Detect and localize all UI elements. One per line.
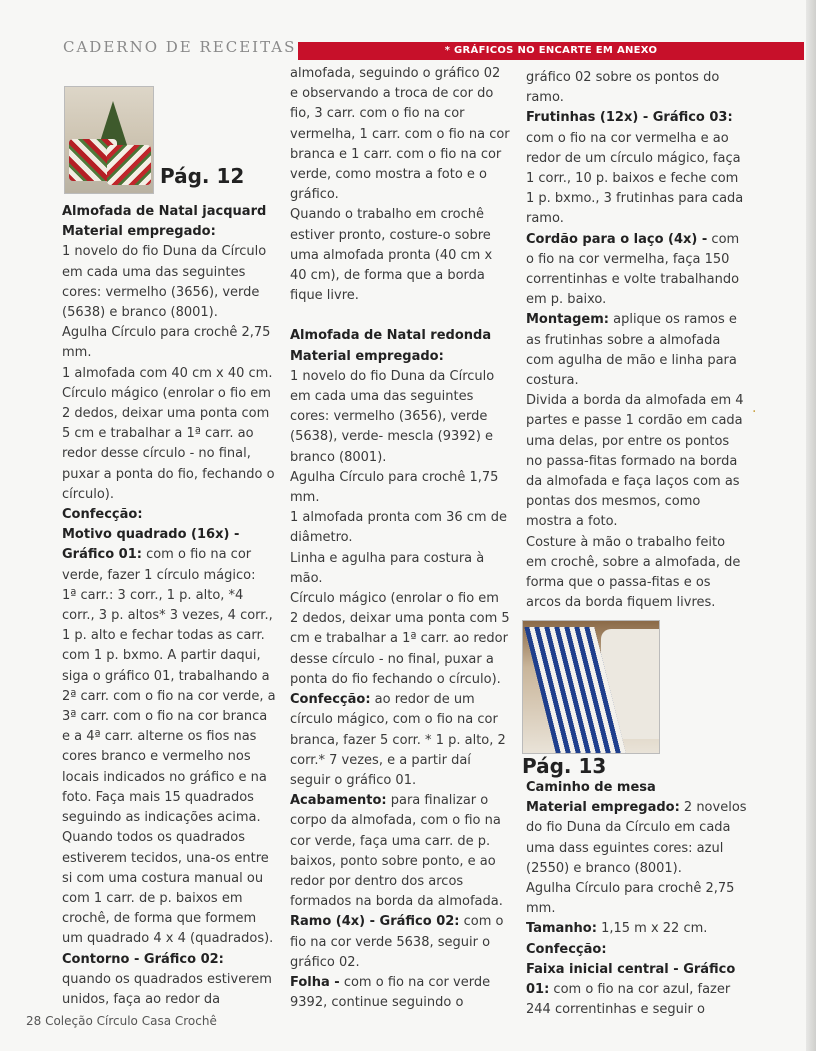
paragraph bbox=[526, 778, 748, 798]
body-text: Quando o trabalho em crochê estiver pronto, costure-o sobre uma almofada pronta (40 cm x 40 cm), de forma que a borda fique livre. bbox=[290, 207, 493, 304]
bold-heading: Material empregado: bbox=[526, 800, 680, 816]
body-text: com o fio na cor verde, fazer 1 círculo mágico: bbox=[62, 547, 256, 583]
paragraph bbox=[526, 798, 748, 879]
pillow-shape bbox=[107, 145, 151, 185]
paragraph bbox=[290, 508, 510, 548]
body-text: com o fio na cor verde 5638, seguir o gráfico 02. bbox=[290, 914, 504, 970]
page-ref-13: Pág. 13 bbox=[522, 754, 607, 778]
paragraph bbox=[62, 384, 276, 505]
page-ref-12: Pág. 12 bbox=[160, 164, 245, 188]
body-text: com o fio na cor vermelha, faça 150 correntinhas e volte trabalhando em p. baixo. bbox=[526, 231, 740, 308]
paragraph bbox=[290, 973, 510, 1013]
body-text: Círculo mágico (enrolar o fio em 2 dedos, deixar uma ponta com 5 cm e trabalhar a 1ª carr. ao redor desse círculo - no final, puxar a ponta do fio, fechando o círculo). bbox=[62, 385, 275, 502]
bold-heading: Confecção: bbox=[526, 941, 607, 957]
body-text: Costure à mão o trabalho feito em crochê, sobre a almofada, de forma que o passa-fitas e os arcos da borda fiquem livres. bbox=[526, 534, 741, 611]
bold-heading: Material empregado: bbox=[290, 348, 444, 364]
paragraph bbox=[526, 919, 748, 939]
paragraph bbox=[62, 242, 276, 323]
column-3-lower bbox=[526, 778, 748, 1020]
paragraph bbox=[290, 326, 510, 346]
photo-christmas-pillows bbox=[64, 86, 154, 194]
body-text: 1 novelo do fio Duna da Círculo em cada uma das seguintes cores: vermelho (3656), verde (5638) e branco (8001). bbox=[62, 244, 267, 321]
bold-heading: Folha - bbox=[290, 974, 340, 990]
body-text: com o fio na cor vermelha e ao redor de um círculo mágico, faça 1 corr., 10 p. baixos e feche com 1 p. bxmo., 3 frutinhas para cada ramo. bbox=[526, 130, 744, 227]
bold-heading: Material empregado: bbox=[62, 224, 216, 240]
section-title: CADERNO DE RECEITAS bbox=[63, 38, 297, 56]
body-text: 1 almofada com 40 cm x 40 cm. bbox=[62, 365, 273, 381]
body-text: 2 novelos do fio Duna da Círculo em cada uma dass eguintes cores: azul (2550) e branco (8001). bbox=[526, 800, 747, 876]
body-text: almofada, seguindo o gráfico 02 e observando a troca de cor do fio, 3 carr. com o fio na cor vermelha, 1 carr. com o fio na cor branca e 1 carr. com o fio na cor verde, como mostra a foto e o gráfico. bbox=[290, 66, 510, 203]
bold-heading: Cordão para o laço (4x) - bbox=[526, 231, 708, 247]
paragraph bbox=[290, 468, 510, 508]
paragraph bbox=[62, 950, 276, 1011]
page-edge bbox=[806, 0, 816, 1051]
body-text: Agulha Círculo para crochê 1,75 mm. bbox=[290, 469, 499, 506]
paragraph bbox=[526, 108, 748, 229]
bold-heading: Montagem: bbox=[526, 312, 609, 328]
paragraph bbox=[62, 505, 276, 525]
body-text: Linha e agulha para costura à mão. bbox=[290, 550, 485, 586]
bold-heading: Confecção: bbox=[62, 507, 143, 523]
body-text: quando os quadrados estiverem unidos, faça ao redor da bbox=[62, 971, 272, 1007]
column-3 bbox=[526, 68, 748, 613]
paragraph bbox=[526, 533, 748, 614]
bold-heading: Ramo (4x) - Gráfico 02: bbox=[290, 914, 460, 930]
bold-heading: Frutinhas (12x) - Gráfico 03: bbox=[526, 110, 733, 126]
bold-heading: Caminho de mesa bbox=[526, 780, 656, 795]
paragraph bbox=[526, 960, 748, 1021]
body-text: com o fio na cor azul, fazer 244 correntinhas e seguir o bbox=[526, 982, 731, 1018]
body-text: gráfico 02 sobre os pontos do ramo. bbox=[526, 70, 720, 106]
body-text: Divida a borda da almofada em 4 partes e passe 1 cordão em cada uma delas, por entre os pontos no passa-fitas formado na borda da almofada e faça laços com as pontas dos mesmos, como mostra a foto. bbox=[526, 393, 744, 530]
bold-heading: Contorno - Gráfico 02: bbox=[62, 951, 224, 967]
paragraph-gap bbox=[290, 306, 510, 326]
paragraph bbox=[526, 68, 748, 108]
paragraph bbox=[62, 364, 276, 384]
stray-mark: · bbox=[752, 404, 757, 420]
paragraph bbox=[62, 323, 276, 363]
paragraph bbox=[526, 310, 748, 391]
paragraph bbox=[290, 791, 510, 912]
body-text: ao redor de um círculo mágico, com o fio na cor branca, fazer 5 corr. * 1 p. alto, 2 corr.* 7 vezes, e a partir daí seguir o gráfico 01. bbox=[290, 692, 506, 788]
paragraph bbox=[526, 230, 748, 311]
bold-heading: Almofada de Natal jacquard bbox=[62, 204, 267, 219]
body-text: Agulha Círculo para crochê 2,75 mm. bbox=[62, 325, 271, 361]
body-text: Agulha Círculo para crochê 2,75 mm. bbox=[526, 881, 735, 917]
page-footer: 28 Coleção Círculo Casa Crochê bbox=[26, 1014, 217, 1028]
paragraph bbox=[62, 525, 276, 586]
paragraph bbox=[290, 64, 510, 205]
paragraph bbox=[62, 586, 276, 950]
body-text: 1,15 m x 22 cm. bbox=[596, 921, 708, 937]
paragraph bbox=[526, 879, 748, 919]
column-1 bbox=[62, 202, 276, 1010]
body-text: Círculo mágico (enrolar o fio em 2 dedos, deixar uma ponta com 5 cm e trabalhar a 1ª carr. ao redor desse círculo - no final, puxar a ponta do fio fechando o círculo). bbox=[290, 591, 510, 687]
paragraph bbox=[290, 205, 510, 306]
paragraph bbox=[62, 202, 276, 222]
photo-table-runner bbox=[522, 620, 660, 754]
bold-heading: Confecção: bbox=[290, 692, 371, 708]
bold-heading: Faixa inicial central - Gráfico 01: bbox=[526, 961, 736, 998]
bold-heading: Almofada de Natal redonda bbox=[290, 328, 492, 344]
bold-heading: Motivo quadrado (16x) - Gráfico 01: bbox=[62, 527, 240, 563]
bold-heading: Tamanho: bbox=[526, 921, 597, 937]
body-text: 1 almofada pronta com 36 cm de diâmetro. bbox=[290, 510, 507, 546]
charts-notice-banner: * GRÁFICOS NO ENCARTE EM ANEXO bbox=[298, 42, 804, 60]
paragraph bbox=[290, 549, 510, 589]
paragraph bbox=[526, 391, 748, 532]
paragraph bbox=[526, 940, 748, 960]
paragraph bbox=[290, 367, 510, 468]
body-text: 1 novelo do fio Duna da Círculo em cada uma das seguintes cores: vermelho (3656), verde (5638), verde- mescla (9392) e branco (8001). bbox=[290, 368, 495, 465]
body-text: 1ª carr.: 3 corr., 1 p. alto, *4 corr., 3 p. altos* 3 vezes, 4 corr., 1 p. alto e fechar todas as carr. com 1 p. bxmo. A partir daqui, siga o gráfico 01, trabalhando a 2ª carr. com o fio na cor verde, a 3ª carr. com o fio na cor branca e a 4ª carr. alterne os fios nas cores branco e vermelho nos locais indicados no gráfico e na foto. Faça mais 15 quadrados seguindo as indicações acima. Quando todos os quadrados estiverem tecidos, una-os entre si com uma costura manual ou com 1 carr. de p. baixos em crochê, de forma que formem um quadrado 4 x 4 (quadrados). bbox=[62, 587, 276, 947]
paragraph bbox=[290, 690, 510, 791]
bold-heading: Acabamento: bbox=[290, 793, 387, 809]
body-text: aplique os ramos e as frutinhas sobre a almofada com agulha de mão e linha para costura. bbox=[526, 312, 737, 389]
paragraph bbox=[62, 222, 276, 242]
body-text: para finalizar o corpo da almofada, com o fio na cor verde, faça uma carr. de p. baixos, ponto sobre ponto, e ao redor por dentro dos arcos formados na borda da almofada. bbox=[290, 793, 503, 910]
paragraph bbox=[290, 912, 510, 973]
body-text: com o fio na cor verde 9392, continue seguindo o bbox=[290, 974, 491, 1011]
paragraph bbox=[290, 347, 510, 367]
paragraph bbox=[290, 589, 510, 690]
column-2 bbox=[290, 64, 510, 1013]
